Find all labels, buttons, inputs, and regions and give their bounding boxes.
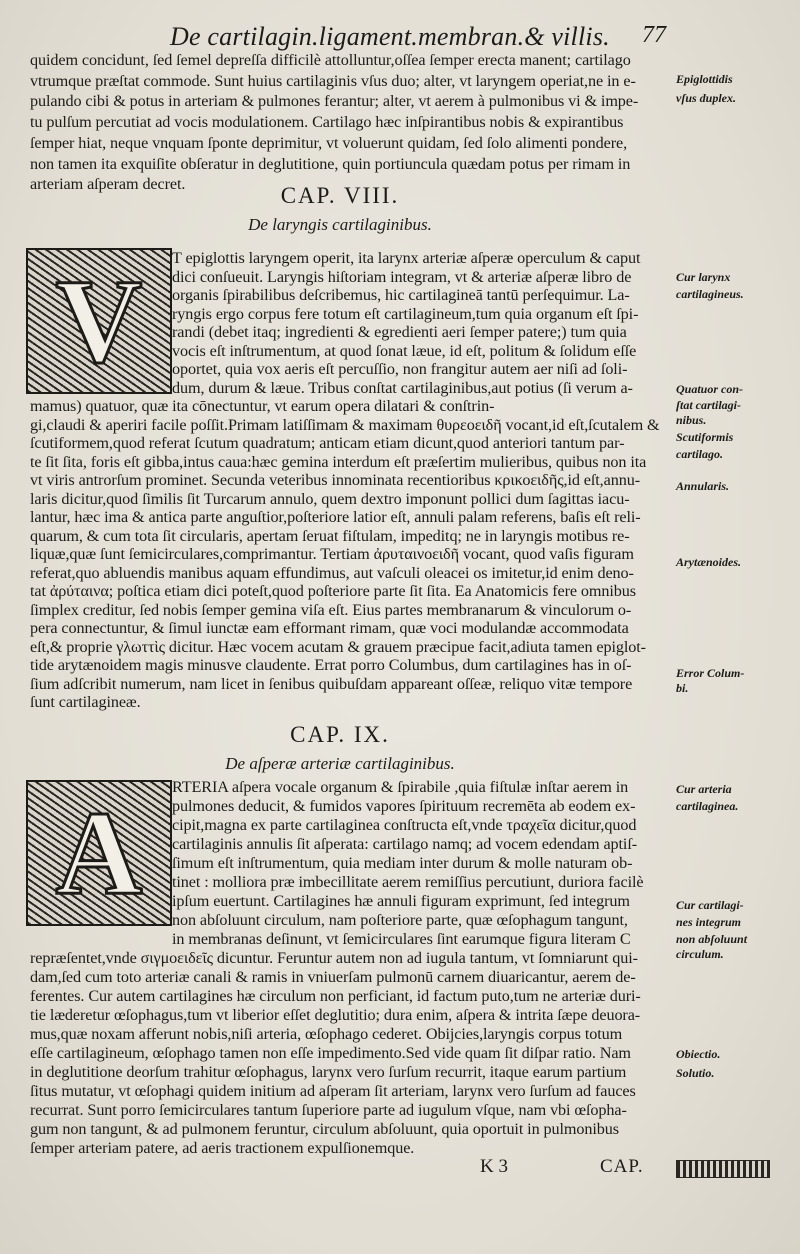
text-line: ſimplex creditur, ſed nobis ſemper gemina viſa eſt. Eius partes membranarum & vinculorum o- — [30, 600, 632, 619]
chapter-9-heading: CAP. IX. — [290, 722, 390, 747]
text-line: quarum, & cum tota ſit circularis, apertam ſeruat fiſtulam, impeditq; ne in laryngis motibus re- — [30, 526, 630, 545]
initial-letter: V — [55, 254, 143, 387]
text-line: in membranas deſinunt, vt ſemicirculares ſint earumque figura literam C — [172, 930, 631, 948]
text-line: dici conſueuit. Laryngis hiſtoriam integram, vt & arteriæ aſperæ libro de — [172, 267, 632, 286]
margin-note: Solutio. — [676, 1066, 715, 1080]
text-line: gum non tangunt, & ad pulmonem feruntur, circulum abſoluunt, quia oportuit in pulmonibus — [30, 1120, 619, 1138]
margin-note: cartilago. — [676, 447, 723, 461]
text-line: repræſentet,vnde σιγμοειδεῖς dicuntur. Feruntur autem non ad iugula tantum, vt ſomniarunt qui- — [30, 949, 638, 967]
text-line: in deglutitione deorſum trahitur œſophagus, larynx vero ſurſum recurrit, itaque earum partium — [30, 1063, 627, 1081]
margin-note: nes integrum — [676, 915, 742, 929]
text-line: T epiglottis laryngem operit, ita larynx arteriæ aſperæ operculum & caput — [172, 249, 641, 267]
margin-note: Epiglottidis — [676, 72, 733, 86]
chapter-8-heading: CAP. VIII. — [280, 183, 400, 208]
margin-note: Cur arteria — [676, 782, 732, 796]
margin-note: Scutiformis — [676, 430, 734, 444]
text-line: pulmones deducit, & fumidos vapores ſpirituum recremēta ab eodem ex- — [172, 797, 636, 815]
text-line: mamus) quatuor, quæ ita cōnectuntur, vt earum opera dilatari & conſtrin- — [30, 397, 495, 415]
text-line: ipſum euertunt. Cartilagines hæ annuli figuram exprimunt, ſed integrum — [172, 892, 630, 910]
text-line: vt viris antrorſum prominet. Secunda veteribus innominata recentioribus κρικοειδῆς,id eſt,annu- — [30, 471, 640, 489]
page-number: 77 — [642, 22, 666, 48]
margin-note: circulum. — [676, 947, 724, 961]
margin-note: cartilaginea. — [676, 799, 739, 813]
text-line: tinet : molliora præ imbecillitate aerem remiſſius percutiunt, duriora facilè — [172, 873, 644, 891]
text-line: vocis eſt inſtrumentum, at quod ſonat læue, id eſt, politum & ſolidum eſſe — [172, 341, 637, 360]
text-line: ſunt cartilagineæ. — [30, 693, 141, 711]
text-line: te ſit ſita, foris eſt gibba,intus caua:hæc gemina interdum eſt præſertim mulieribus, quibus non ita — [30, 452, 647, 471]
printers-ornament — [676, 1160, 770, 1178]
margin-note: Annularis. — [676, 479, 730, 493]
margin-note: Obiectio. — [676, 1047, 721, 1061]
text-line: dum, durum & læue. Tribus conſtat cartilaginibus,aut potius (ſi verum a- — [172, 378, 633, 397]
text-line: randi (debet itaq; ingredienti & egredienti aeri ſemper patere;) tum quia — [172, 323, 627, 341]
text-line: recurrat. Sunt porro ſemicirculares tantum ſuperiore parte ad iugulum vſque, nam vbi œſopha- — [30, 1101, 627, 1119]
text-line: dam,ſed cum toto arteriæ canali & ramis in vniuerſam pulmonū carnem diuaricantur, aerem de- — [30, 968, 636, 986]
text-line: ſitus mutatur, vt œſophagi quidem initium ad aſperam ſit arteriam, larynx vero ſurſum ad fauces — [30, 1082, 636, 1100]
text-line: ſemper arteriam patere, ad aeris tractionem expulſionemque. — [30, 1139, 415, 1157]
decorated-initial-v — [26, 248, 172, 394]
text-line: vtrumque præſtat commode. Sunt huius cartilaginis vſus duo; alter, vt laryngem operiat,ne in e- — [30, 71, 636, 90]
text-line: ſemper hiat, neque vnquam ſponte deprimitur, vt voluerunt quidam, ſed ſolo alimenti pondere, — [30, 133, 628, 152]
text-line: laris dicitur,quod ſimilis ſit Turcarum annulo, quem dextro imponunt pollici dum ſagittas iacu- — [30, 489, 630, 508]
text-line: eſt,& proprie γλωττὶς dicitur. Hæc vocem acutam & grauem præcipue facit,adiuta tamen epiglot- — [30, 637, 646, 656]
margin-note: bi. — [676, 681, 689, 695]
text-line: cipit,magna ex parte cartilaginea conſtructa eſt,vnde τραχεῖα dicitur,quod — [172, 816, 637, 834]
text-line: mus,quæ noxam afferunt nobis,niſi arteria, œſophago cederet. Obijcies,laryngis corpus totum — [30, 1025, 623, 1043]
text-line: arteriam aſperam decret. — [30, 175, 186, 194]
text-line: tie læderetur œſophagus,tum vt liberior eſſet deglutitio; dura enim, aſpera & intrita ſæpe deuora- — [30, 1006, 641, 1024]
text-line: ſcutiformem,quod referat ſcutum quadratum; anticam etiam dicunt,quod anteriori tantum par- — [30, 434, 625, 452]
margin-note: ſtat cartilagi- — [676, 398, 741, 412]
text-line: gi,claudi & aperiri facile poſſit.Primam latiſſimam & maximam θυρεοειδῆ vocant,id eſt,ſcutalem & — [30, 415, 660, 434]
margin-note: non abſoluunt — [676, 932, 748, 946]
text-line: non abſoluunt circulum, nam poſteriore parte, quæ œſophagum tangunt, — [172, 911, 628, 929]
text-line: organis ſpirabilibus deſcribemus, hic cartilagineā tantū perſequimur. La- — [172, 286, 630, 304]
text-line: tu pulſum percutiat ad vocis modulationem. Cartilago hæc inſpirantibus nobis & expirantibus — [30, 113, 624, 132]
text-line: RTERIA aſpera vocale organum & ſpirabile ,quia fiſtulæ inſtar aerem in — [172, 778, 629, 796]
text-line: tat ἀρύταινα; poſtica etiam dici poteſt,quod poſteriore parte ſit ſita. Ea Anatomicis fere omnibus — [30, 582, 636, 600]
text-line: pera connectuntur, & ſimul iunctæ eam efformant rimam, quæ voci modulandæ accommodata — [30, 619, 629, 637]
margin-note: Error Colum- — [676, 666, 745, 680]
running-head: De cartilagin.ligament.membran.& villis. — [170, 22, 610, 51]
margin-note: cartilagineus. — [676, 287, 744, 301]
margin-note: Arytænoides. — [676, 555, 742, 569]
text-line: pulando cibi & potus in arteriam & pulmones ferantur; alter, vt aerem à pulmonibus vi & impe- — [30, 92, 639, 111]
margin-note: nibus. — [676, 413, 707, 427]
text-line: ſimum eſt inſtrumentum, quia mediam inter durum & molle naturam ob- — [172, 854, 633, 872]
decorated-initial-a — [26, 780, 172, 926]
margin-note: Cur cartilagi- — [676, 898, 744, 912]
margin-note: vſus duplex. — [676, 91, 736, 105]
text-line: tide arytænoidem magis minusve claudente. Errat porro Columbus, dum cartilagines has in oſ- — [30, 656, 632, 674]
text-line: ſium adſcribit numerum, nam licet in ſenibus quibuſdam appareant oſſeæ, reliquo vitæ tempore — [30, 674, 633, 693]
margin-note: Quatuor con- — [676, 382, 744, 396]
text-line: lantur, hæc ima & antica parte anguſtior,poſteriore latior eſt, annuli palam referens, baſis eſt reli- — [30, 508, 641, 526]
text-line: quidem concidunt, ſed ſemel depreſſa difficilè attolluntur,oſſea ſemper erecta manent; cartilago — [30, 51, 631, 69]
text-line: ryngis ergo corpus fere totum eſt cartilagineum,tum quia organum eſt ſpi- — [172, 304, 639, 323]
text-line: eſſe cartilagineum, œſophago tamen non eſſe impedimento.Sed vide quam ſit diſpar ratio. Nam — [30, 1044, 631, 1062]
catchword: CAP. — [600, 1156, 644, 1177]
text-line: oportet, quia vox aeris eſt percuſſio, non frangitur autem aer niſi ad ſoli- — [172, 360, 628, 378]
text-line: referat,quo abluendis manibus aquam effundimus, aut vaſculi oleacei os imitetur,id enim deno- — [30, 563, 634, 582]
signature-mark: K 3 — [480, 1156, 508, 1177]
chapter-8-subtitle: De laryngis cartilaginibus. — [248, 215, 432, 234]
text-line: cartilaginis annulis ſit aſperata: cartilago namq; ad vocem edendam aptiſ- — [172, 835, 638, 853]
text-line: non tamen ita exquiſite obſeratur in deglutitione, quin portiuncula quædam potus per rimam in — [30, 154, 631, 173]
margin-note: Cur larynx — [676, 270, 731, 284]
initial-letter: A — [55, 786, 143, 919]
text-line: liquæ,quæ ſunt ſemicirculares,comprimantur. Tertiam ἀρυταινοειδῆ vocant, quod vaſis figuram — [30, 545, 634, 563]
chapter-9-subtitle: De aſperæ arteriæ cartilaginibus. — [225, 754, 455, 773]
text-line: ferentes. Cur autem cartilagines hæ circulum non perficiant, id factum puto,tum ne arteriæ duri- — [30, 987, 641, 1005]
